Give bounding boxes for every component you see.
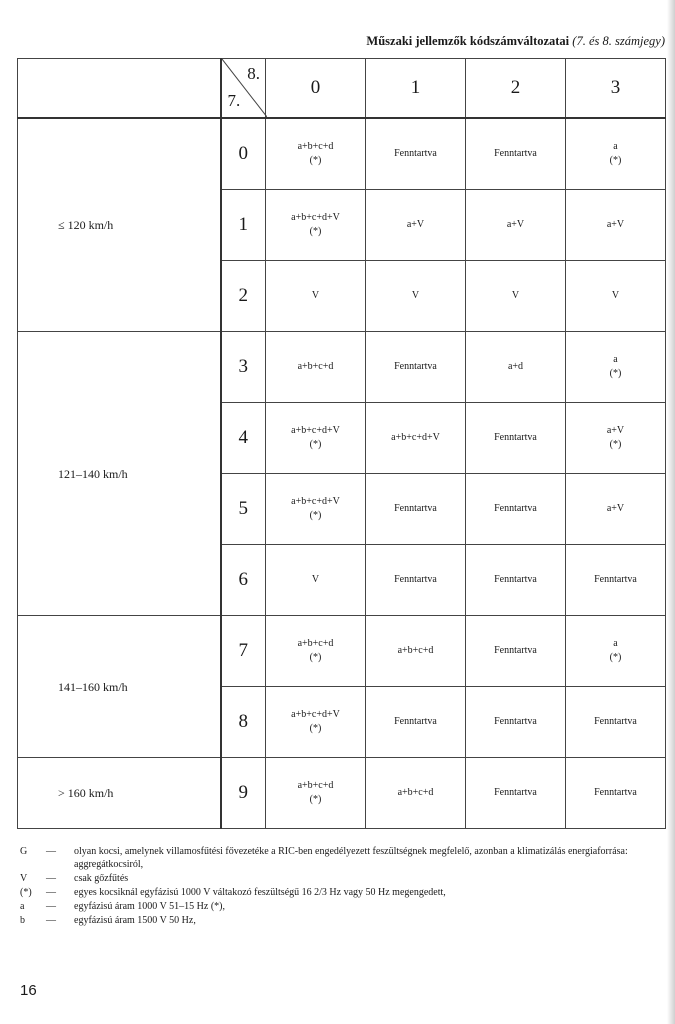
table-cell (266, 758, 366, 829)
footnote-symbol: V (20, 873, 28, 884)
table-cell (366, 118, 466, 190)
cell-text: a+V (506, 219, 525, 230)
table-cell (466, 118, 566, 190)
table-cell (566, 332, 666, 403)
table-body (18, 118, 666, 829)
page-edge-shadow (667, 0, 675, 1024)
row-number-cell: 4 (221, 403, 266, 474)
table-row (18, 332, 666, 403)
row-number-cell: 9 (221, 758, 266, 829)
table-cell (566, 616, 666, 687)
footnote-dash: — (46, 901, 56, 912)
table-cell (566, 403, 666, 474)
cell-text: a+b+c+d (297, 141, 334, 152)
table-cell (266, 190, 366, 261)
cell-text: V (511, 290, 520, 301)
cell-text: a+V (406, 219, 425, 230)
cell-text: Fenntartva (394, 716, 437, 727)
header-subtitle: (7. és 8. számjegy) (572, 34, 665, 48)
table-cell (566, 118, 666, 190)
row-number-cell: 5 (221, 474, 266, 545)
cell-text: Fenntartva (494, 574, 537, 585)
table-cell (266, 118, 366, 190)
cell-text: a+b+c+d+V (291, 425, 340, 436)
cell-text: (*) (609, 652, 622, 663)
table-row (18, 118, 666, 190)
speed-range-cell: ≤ 120 km/h (18, 118, 221, 332)
footnote-dash: — (46, 887, 56, 898)
cell-text: Fenntartva (594, 574, 637, 585)
footnote (20, 845, 660, 871)
speed-range-cell: 121–140 km/h (18, 332, 221, 616)
cell-text: a (613, 354, 618, 365)
table-cell (466, 687, 566, 758)
cell-text: a+b+c+d+V (291, 212, 340, 223)
table-cell (466, 474, 566, 545)
row-number-cell: 3 (221, 332, 266, 403)
cell-text: a+d (507, 361, 524, 372)
cell-text: a (613, 638, 618, 649)
cell-text: a (613, 141, 618, 152)
row-number-cell: 2 (221, 261, 266, 332)
table-cell (566, 545, 666, 616)
cell-text: a+b+c+d+V (291, 709, 340, 720)
table-cell (466, 616, 566, 687)
table-cell (466, 403, 566, 474)
cell-text: Fenntartva (394, 503, 437, 514)
table-cell (266, 687, 366, 758)
cell-text: a+b+c+d (297, 780, 334, 791)
table-cell (566, 190, 666, 261)
cell-text: a+b+c+d (297, 638, 334, 649)
row-number-cell: 6 (221, 545, 266, 616)
footnote (20, 872, 660, 885)
table-cell (366, 545, 466, 616)
table-cell (366, 687, 466, 758)
cell-text: (*) (309, 226, 322, 237)
cell-text: (*) (609, 368, 622, 379)
table-cell (366, 758, 466, 829)
table-cell (366, 190, 466, 261)
corner-cell (221, 59, 266, 119)
cell-text: (*) (609, 155, 622, 166)
col-header: 0 (266, 59, 366, 119)
table-cell (466, 261, 566, 332)
table-cell (566, 687, 666, 758)
cell-text: a+b+c+d (297, 361, 334, 372)
footnote (20, 900, 660, 913)
cell-text: Fenntartva (494, 503, 537, 514)
table-cell (566, 758, 666, 829)
footnote-symbol: (*) (20, 887, 32, 898)
cell-text: Fenntartva (494, 787, 537, 798)
table-cell (266, 261, 366, 332)
cell-text: Fenntartva (394, 361, 437, 372)
cell-text: a+V (606, 425, 625, 436)
table-cell (266, 403, 366, 474)
footnote-text: egyfázisú áram 1500 V 50 Hz, (74, 915, 196, 926)
cell-text: Fenntartva (494, 716, 537, 727)
cell-text: (*) (309, 723, 322, 734)
cell-text: V (311, 290, 320, 301)
cell-text: Fenntartva (494, 645, 537, 656)
table-cell (366, 474, 466, 545)
cell-text: Fenntartva (494, 148, 537, 159)
footnote-text: olyan kocsi, amelynek villamosfűtési fővezetéke a RIC-ben engedélyezett feszültségnek megfelelő, azonban a klimatizálás energiaforrása: aggregátkocsiról, (74, 846, 628, 870)
corner-label-7: 7. (227, 91, 241, 110)
cell-text: Fenntartva (394, 148, 437, 159)
footnote-symbol: a (20, 901, 25, 912)
row-number-cell: 0 (221, 118, 266, 190)
row-number-cell: 8 (221, 687, 266, 758)
table-cell (566, 261, 666, 332)
cell-text: Fenntartva (594, 716, 637, 727)
cell-text: V (311, 574, 320, 585)
cell-text: a+b+c+d+V (391, 432, 440, 443)
table-cell (266, 545, 366, 616)
table-cell (266, 474, 366, 545)
cell-text: (*) (309, 794, 322, 805)
footnote-text: csak gőzfűtés (74, 873, 129, 884)
speed-range-cell: 141–160 km/h (18, 616, 221, 758)
footnote-text: egyfázisú áram 1000 V 51–15 Hz (*), (74, 901, 225, 912)
cell-text: Fenntartva (594, 787, 637, 798)
cell-text: a+b+c+d+V (291, 496, 340, 507)
table-cell (466, 190, 566, 261)
col-header: 1 (366, 59, 466, 119)
cell-text: V (411, 290, 420, 301)
row-number-cell: 7 (221, 616, 266, 687)
table-cell (366, 403, 466, 474)
cell-text: a+b+c+d (397, 645, 434, 656)
cell-text: V (611, 290, 620, 301)
cell-text: (*) (609, 439, 622, 450)
header-blank-cell (18, 59, 221, 119)
corner-label-8: 8. (247, 64, 260, 83)
footnotes (20, 845, 660, 928)
table-cell (466, 545, 566, 616)
table-cell (566, 474, 666, 545)
cell-text: (*) (309, 439, 322, 450)
cell-text: a+V (606, 219, 625, 230)
cell-text: a+V (606, 503, 625, 514)
footnote-dash: — (46, 846, 56, 857)
table-cell (266, 616, 366, 687)
cell-text: (*) (309, 510, 322, 521)
col-header: 2 (466, 59, 566, 119)
table-header-row (18, 59, 666, 119)
cell-text: (*) (309, 155, 322, 166)
row-number-cell: 1 (221, 190, 266, 261)
col-header: 3 (566, 59, 666, 119)
cell-text: Fenntartva (394, 574, 437, 585)
table-cell (466, 758, 566, 829)
footnote-dash: — (46, 873, 56, 884)
table-cell (266, 332, 366, 403)
table-cell (366, 616, 466, 687)
cell-text: (*) (309, 652, 322, 663)
page-number: 16 (20, 982, 37, 999)
speed-range-cell: > 160 km/h (18, 758, 221, 829)
table-cell (366, 261, 466, 332)
footnote (20, 886, 660, 899)
cell-text: Fenntartva (494, 432, 537, 443)
table-cell (466, 332, 566, 403)
header-title: Műszaki jellemzők kódszámváltozatai (366, 34, 570, 48)
footnote-dash: — (46, 915, 56, 926)
code-table (17, 58, 666, 829)
cell-text: a+b+c+d (397, 787, 434, 798)
footnote (20, 914, 660, 927)
table-row (18, 758, 666, 829)
table-cell (366, 332, 466, 403)
footnote-symbol: b (20, 915, 25, 926)
page-header (366, 34, 665, 49)
table-row (18, 616, 666, 687)
footnote-text: egyes kocsiknál egyfázisú 1000 V váltakozó feszültségű 16 2/3 Hz vagy 50 Hz megengedett, (74, 887, 446, 898)
footnote-symbol: G (20, 846, 28, 857)
